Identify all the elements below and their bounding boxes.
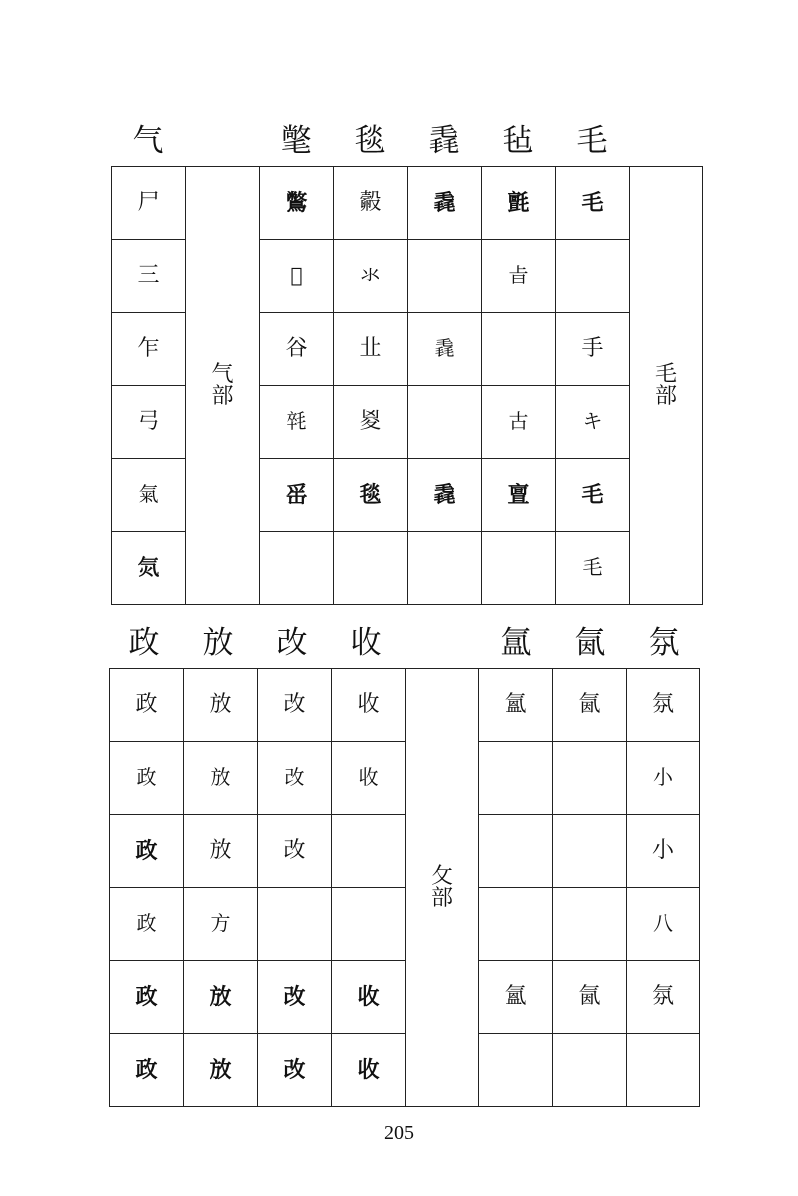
glyph-cell: 毳 <box>408 167 482 240</box>
glyph-cell: 政 <box>110 669 184 742</box>
glyph-cell: 古 <box>482 386 556 459</box>
glyph-cell <box>260 532 334 605</box>
glyph-cell: キ <box>556 386 630 459</box>
glyph-cell: 䍃 <box>260 459 334 532</box>
header-yin: 氤 <box>574 625 606 661</box>
glyph-cell <box>482 313 556 386</box>
header-tan: 毯 <box>354 123 386 159</box>
glyph-cell: 放 <box>184 815 258 888</box>
glyph-cell: 㫖 <box>482 240 556 313</box>
glyph-cell: 政 <box>110 742 184 815</box>
glyph-cell <box>479 888 553 961</box>
glyph-cell: 氳 <box>479 669 553 742</box>
glyph-cell <box>258 888 332 961</box>
glyph-cell: 小 <box>627 815 700 888</box>
glyph-cell <box>408 386 482 459</box>
glyph-cell: 政 <box>110 888 184 961</box>
header-zheng: 政 <box>128 625 160 661</box>
glyph-cell: 政 <box>110 1034 184 1107</box>
glyph-cell <box>334 532 408 605</box>
glyph-cell: 氈 <box>482 167 556 240</box>
glyph-cell <box>553 1034 627 1107</box>
glyph-cell: 放 <box>184 961 258 1034</box>
header-zhan: 毡 <box>502 123 534 159</box>
mao-radical-label: 毛 部 <box>630 167 703 605</box>
glyph-cell: 改 <box>258 961 332 1034</box>
qi-cell: 尸 <box>112 167 186 240</box>
glyph-cell <box>553 815 627 888</box>
qi-cell: 𣱛 <box>112 532 186 605</box>
header-gai: 改 <box>276 625 308 661</box>
glyph-cell <box>332 888 406 961</box>
header-cui: 毳 <box>428 123 460 159</box>
qi-cell: 弓 <box>112 386 186 459</box>
glyph-cell: 毛 <box>556 459 630 532</box>
top-character-table <box>111 166 703 605</box>
header-fang: 放 <box>202 625 234 661</box>
glyph-cell: 方 <box>184 888 258 961</box>
glyph-cell: 改 <box>258 742 332 815</box>
glyph-cell: 改 <box>258 1034 332 1107</box>
glyph-cell: 收 <box>332 669 406 742</box>
glyph-cell <box>553 742 627 815</box>
glyph-cell: 谷 <box>260 313 334 386</box>
glyph-cell <box>408 532 482 605</box>
glyph-cell: 氤 <box>553 669 627 742</box>
bottom-character-table <box>109 668 700 1107</box>
header-mao: 毛 <box>576 123 608 159</box>
glyph-cell: 毛 <box>556 167 630 240</box>
glyph-cell <box>479 1034 553 1107</box>
qi-cell: 氣 <box>112 459 186 532</box>
glyph-cell: 手 <box>556 313 630 386</box>
glyph-cell: 政 <box>110 961 184 1034</box>
glyph-cell <box>556 240 630 313</box>
qi-radical-label: 气 部 <box>186 167 260 605</box>
glyph-cell: 氤 <box>553 961 627 1034</box>
glyph-cell <box>553 888 627 961</box>
glyph-cell: 㚇 <box>334 386 408 459</box>
wen-radical-label: 攵 部 <box>406 669 479 1107</box>
glyph-cell: 氛 <box>627 669 700 742</box>
glyph-cell: 鷩 <box>260 167 334 240</box>
glyph-cell: 𠕀 <box>260 240 334 313</box>
header-chang: 氅 <box>280 123 312 159</box>
glyph-cell: 收 <box>332 961 406 1034</box>
header-shou: 收 <box>350 625 382 661</box>
glyph-cell <box>408 240 482 313</box>
glyph-cell <box>479 815 553 888</box>
glyph-cell: 毯 <box>334 459 408 532</box>
glyph-cell: 政 <box>110 815 184 888</box>
glyph-cell: 毳 <box>408 459 482 532</box>
glyph-cell: 收 <box>332 1034 406 1107</box>
glyph-cell: 改 <box>258 815 332 888</box>
page-number: 205 <box>384 1122 414 1144</box>
glyph-cell <box>627 1034 700 1107</box>
glyph-cell: 氳 <box>479 961 553 1034</box>
header-yun: 氲 <box>500 625 532 661</box>
glyph-cell: 小 <box>627 742 700 815</box>
glyph-cell: 氛 <box>627 961 700 1034</box>
glyph-cell: 亶 <box>482 459 556 532</box>
glyph-cell: 毛 <box>556 532 630 605</box>
glyph-cell: 毳 <box>408 313 482 386</box>
glyph-cell: 㐀 <box>334 313 408 386</box>
glyph-cell: 㲞 <box>260 386 334 459</box>
qi-cell: 三 <box>112 240 186 313</box>
glyph-cell <box>479 742 553 815</box>
qi-cell: 乍 <box>112 313 186 386</box>
glyph-cell: 放 <box>184 669 258 742</box>
glyph-cell: 㲉 <box>334 167 408 240</box>
glyph-cell: 氺 <box>334 240 408 313</box>
glyph-cell <box>332 815 406 888</box>
glyph-cell: 改 <box>258 669 332 742</box>
header-fen: 氛 <box>648 625 680 661</box>
glyph-cell: 收 <box>332 742 406 815</box>
glyph-cell: 放 <box>184 742 258 815</box>
header-qi: 气 <box>132 123 164 159</box>
glyph-cell: 八 <box>627 888 700 961</box>
glyph-cell: 放 <box>184 1034 258 1107</box>
glyph-cell <box>482 532 556 605</box>
